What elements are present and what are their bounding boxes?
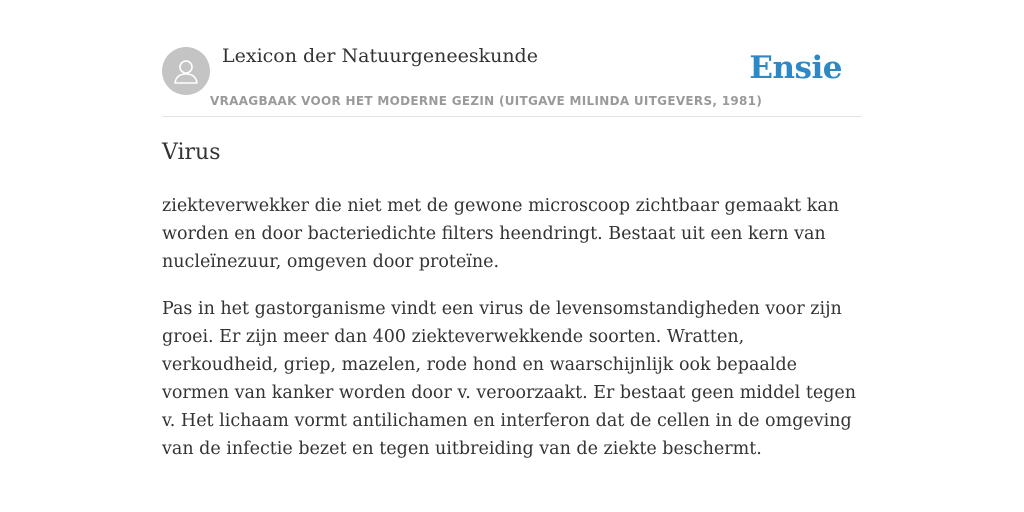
brand-logo[interactable]: Ensie — [749, 50, 842, 86]
source-subtitle: VRAAGBAAK VOOR HET MODERNE GEZIN (UITGAVE MILINDA UITGEVERS, 1981) — [210, 94, 763, 108]
entry-paragraph: Pas in het gastorganisme vindt een virus de levensomstandigheden voor zijn groei. Er zijn meer dan 400 ziekteverwekkende soorten. Wratten, verkoudheid, griep, mazelen, rode hond en waarschijnlijk ook bepaalde vormen van kanker worden door v. veroorzaakt. Er bestaat geen middel tegen v. Het lichaam vormt antilichamen en interferon dat de cellen in de omgeving van de infectie bezet en tegen uitbreiding van de ziekte beschermt. — [162, 299, 857, 459]
entry-body — [162, 192, 862, 482]
source-title[interactable]: Lexicon der Natuurgeneeskunde — [222, 45, 538, 67]
avatar[interactable] — [162, 47, 210, 95]
entry-card — [162, 0, 862, 459]
entry-title: Virus — [162, 140, 221, 165]
entry-paragraph: ziekteverwekker die niet met de gewone microscoop zichtbaar gemaakt kan worden en door bacteriedichte filters heendringt. Bestaat uit een kern van nucleïnezuur, omgeven door proteïne. — [162, 196, 840, 272]
user-silhouette-icon — [171, 56, 201, 86]
source-header — [162, 0, 862, 117]
